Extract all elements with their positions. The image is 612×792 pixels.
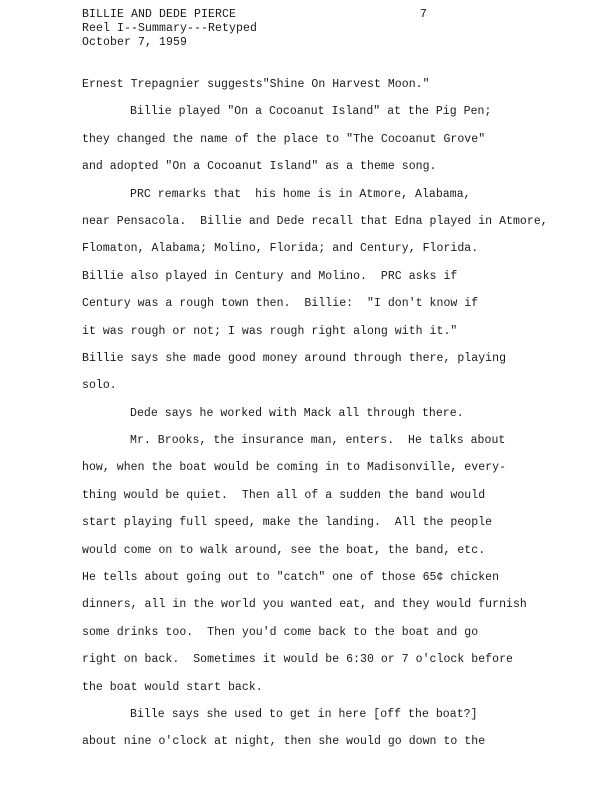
text-line: dinners, all in the world you wanted eat, and they would furnish <box>82 598 527 612</box>
text-line: Bille says she used to get in here [off the boat?] <box>130 707 478 721</box>
text-line: Century was a rough town then. Billie: "I don't know if <box>82 297 479 311</box>
text-line: the boat would start back. <box>82 680 263 694</box>
text-line: thing would be quiet. Then all of a sudden the band would <box>82 488 486 502</box>
text-line: Dede says he worked with Mack all through there. <box>130 406 464 420</box>
text-line: Mr. Brooks, the insurance man, enters. He talks about <box>130 434 506 448</box>
text-line: right on back. Sometimes it would be 6:30 or 7 o'clock before <box>82 653 513 667</box>
transcript-body <box>82 78 582 763</box>
text-line: solo. <box>82 379 117 393</box>
text-line: Ernest Trepagnier suggests"Shine On Harvest Moon." <box>82 78 430 91</box>
text-line: some drinks too. Then you'd come back to the boat and go <box>82 625 479 639</box>
text-line: He tells about going out to "catch" one of those 65¢ chicken <box>82 571 500 585</box>
header-reel: Reel I--Summary---Retyped <box>82 22 258 35</box>
page-number: 7 <box>420 8 427 21</box>
text-line: Billie also played in Century and Molino. PRC asks if <box>82 269 458 283</box>
text-line: Billie played "On a Cocoanut Island" at the Pig Pen; <box>130 105 492 119</box>
text-line: Billie says she made good money around through there, playing <box>82 351 507 365</box>
text-line: start playing full speed, make the landing. All the people <box>82 516 493 530</box>
text-line: and adopted "On a Cocoanut Island" as a theme song. <box>82 160 437 174</box>
text-line: near Pensacola. Billie and Dede recall that Edna played in Atmore, <box>82 214 548 228</box>
text-line: they changed the name of the place to "The Cocoanut Grove" <box>82 132 486 146</box>
text-line: it was rough or not; I was rough right along with it." <box>82 324 458 338</box>
text-line: Flomaton, Alabama; Molino, Florida; and Century, Florida. <box>82 242 479 256</box>
header-title: BILLIE AND DEDE PIERCE <box>82 8 237 21</box>
text-line: how, when the boat would be coming in to Madisonville, every- <box>82 461 507 475</box>
document-header <box>82 8 257 50</box>
text-line: would come on to walk around, see the boat, the band, etc. <box>82 543 486 557</box>
text-line: PRC remarks that his home is in Atmore, Alabama, <box>130 187 471 201</box>
header-date: October 7, 1959 <box>82 36 188 49</box>
text-line: about nine o'clock at night, then she would go down to the <box>82 735 486 749</box>
